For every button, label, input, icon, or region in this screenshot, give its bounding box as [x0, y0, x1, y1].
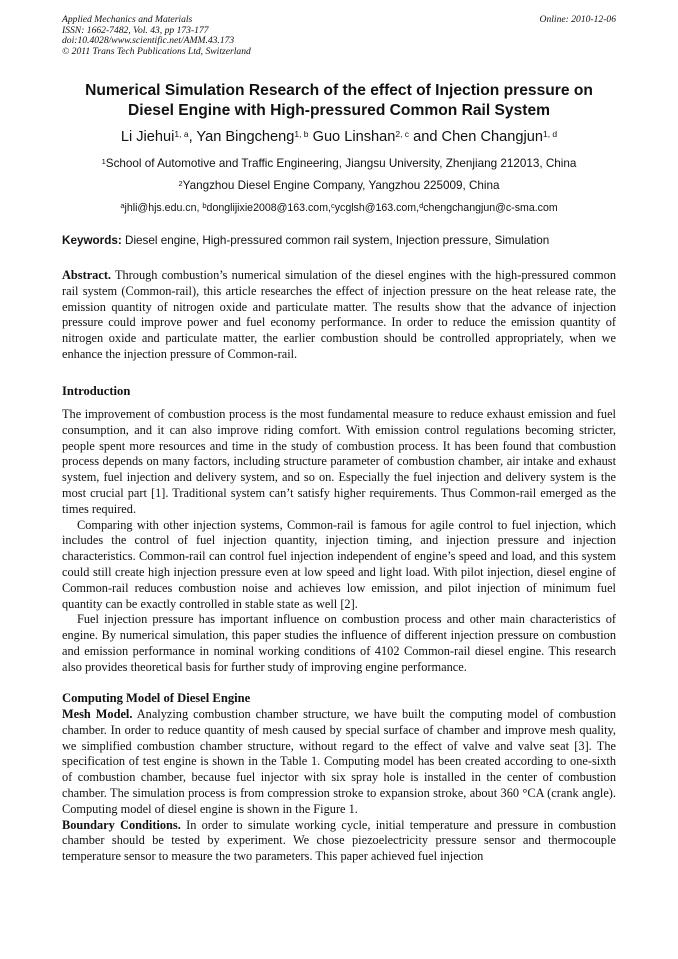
mesh-text: Analyzing combustion chamber structure, we have built the computing model of combustion chamber. In order to reduce quantity of mesh caused by special surface of chamber and improve mesh quality, we simplified combustion chamber structure, without regard to the effect of valve and valve seat [3]. The specification of test engine is shown in the Table 1. Computing model has been created according to one-sixth of combustion chamber, because fuel injector with six spray hole is installed in the center of combustion chamber. The simulation process is from compression stroke to expansion stroke, about 360 °CA (crank angle). Computing model of diesel engine is shown in the Figure 1.: [62, 707, 617, 816]
section-heading-computing-model: Computing Model of Diesel Engine: [62, 691, 251, 705]
affiliation-1: [62, 157, 616, 171]
email-list: [62, 201, 616, 215]
affiliation-2: [62, 179, 616, 193]
subsection-label-boundary: Boundary Conditions.: [62, 817, 181, 832]
affiliation-sup: 1: [101, 157, 106, 166]
paragraph: Fuel injection pressure has important influence on combustion process and other main characteristics of engine. By numerical simulation, this paper studies the influence of different injection pressure on combustion and emission performance in nominal working conditions of 4102 Common-rail diesel engine. This research also provides theoretical basis for further study of improving engine performance.: [62, 612, 616, 674]
author-name: Li Jiehui: [120, 129, 175, 145]
journal-name: Applied Mechanics and Materials: [62, 14, 193, 25]
online-date: Online: 2010-12-06: [539, 14, 616, 25]
paper-title: [62, 81, 616, 121]
paragraph: [62, 707, 616, 818]
abstract: [62, 268, 616, 363]
email-sup: c: [330, 201, 335, 210]
author-list: [62, 128, 616, 146]
email-sup: a: [120, 201, 125, 210]
email-address: jhli@hjs.edu.cn,: [124, 202, 203, 214]
author-sup: 2, c: [395, 129, 410, 139]
title-line-1: Numerical Simulation Research of the effect of Injection pressure on: [85, 82, 593, 99]
keywords-label: Keywords:: [62, 234, 122, 247]
email-address: ycglsh@163.com,: [334, 202, 420, 214]
title-line-2: Diesel Engine with High-pressured Common Rail System: [128, 102, 550, 119]
subsection-label-mesh: Mesh Model.: [62, 707, 133, 721]
issn-line: ISSN: 1662-7482, Vol. 43, pp 173-177: [62, 24, 209, 36]
author-name: Chen Changjun: [441, 129, 543, 145]
paragraph: Comparing with other injection systems, Common-rail is famous for agile control to fuel injection, which includes the control of fuel injection quantity, injection timing, and injection pressure and injection characteristics. Common-rail can control fuel injection independent of engine’s speed and load, and this system could still create high injection pressure even at low speed and light load. With pilot injection, diesel engine of Common-rail reduces combustion noise and achieves low emission, and pilot injection of minimum fuel quantity can be exactly controlled in stable state as well [2].: [62, 517, 616, 611]
email-sup: d: [419, 201, 424, 210]
author-separator: ,: [188, 129, 197, 145]
author-name: Yan Bingcheng: [196, 129, 295, 145]
affiliation-text: School of Automotive and Traffic Engineering, Jiangsu University, Zhenjiang 212013, China: [105, 157, 577, 170]
email-address: donglijixie2008@163.com,: [206, 202, 331, 214]
introduction-body: [62, 407, 616, 676]
section-heading-introduction: Introduction: [62, 384, 131, 398]
email-address: chengchangjun@c-sma.com: [423, 202, 558, 214]
copyright-line: © 2011 Trans Tech Publications Ltd, Switzerland: [62, 45, 251, 57]
keywords-text: Diesel engine, High-pressured common rail system, Injection pressure, Simulation: [121, 234, 550, 247]
computing-model-body: [62, 707, 616, 865]
affiliation-sup: 2: [178, 179, 183, 188]
abstract-label: Abstract.: [62, 268, 112, 282]
boundary-text: In order to simulate working cycle, initial temperature and pressure in combustion chamber should be tested by experiment. We chose piezoelectricity pressure sensor and thermocouple temperature sensor to measure the two parameters. This paper achieved fuel injection: [62, 817, 616, 864]
keywords: [62, 234, 616, 248]
author-sup: 1, a: [174, 129, 189, 139]
doi-line: doi:10.4028/www.scientific.net/AMM.43.173: [62, 35, 235, 47]
paragraph: The improvement of combustion process is the most fundamental measure to reduce exhaust emission and fuel consumption, and it can also improve riding comfort. With emission control regulations becoming stricter, people spent more resources and time in the study of combustion process. It has been found that combustion process depends on many factors, including structure parameter of combustion chamber, air intake and exhaust system, fuel injection and delivery system, and so on. Especially the fuel injection and delivery system is the most crucial part [1]. Traditional system can’t satisfy higher requirements. Thus Common-rail emerged as the times required.: [62, 407, 616, 516]
paragraph: [62, 818, 616, 865]
author-separator: and: [409, 129, 442, 145]
abstract-paragraph: [62, 268, 616, 363]
author-sup: 1, b: [294, 129, 309, 139]
abstract-text: Through combustion’s numerical simulation of the diesel engines with the high-pressured common rail system (Common-rail), this article researches the effect of injection pressure on the heat release rate, the emission quantity of nitrogen oxide and particulate matter. The results show that the advance of injection pressure could improve power and fuel economy performance. In order to reduce the emission quantity of nitrogen oxide and particulate matter, the earlier combustion should be controlled appropriately, when we enhance the injection pressure of Common-rail.: [62, 268, 616, 361]
email-sup: b: [202, 201, 207, 210]
journal-header: [62, 15, 616, 57]
affiliation-text: Yangzhou Diesel Engine Company, Yangzhou 225009, China: [182, 179, 500, 192]
author-name: Guo Linshan: [312, 129, 396, 145]
author-sup: 1, d: [542, 129, 558, 139]
